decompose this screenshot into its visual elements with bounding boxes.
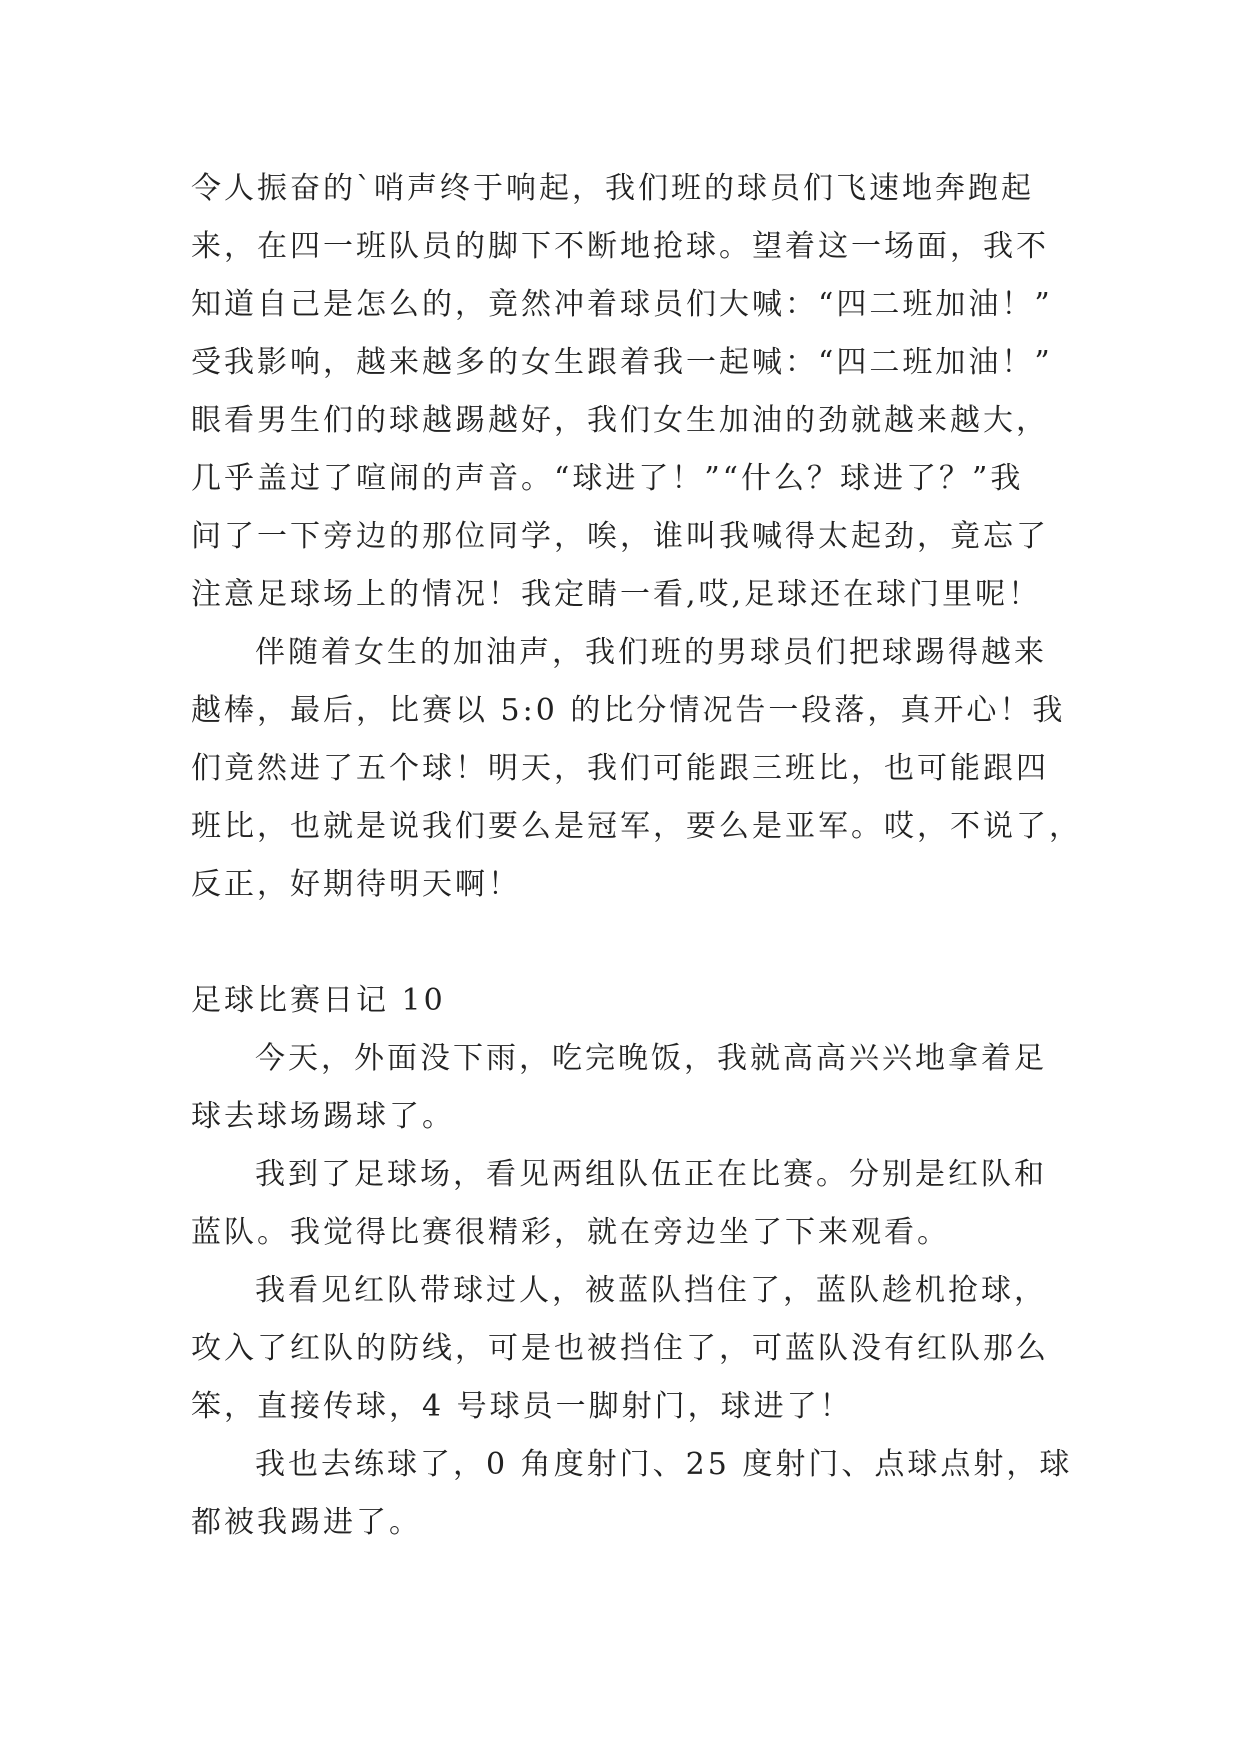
text-line: 问了一下旁边的那位同学，唉，谁叫我喊得太起劲，竟忘了 xyxy=(191,519,1049,554)
paragraph-practice xyxy=(191,1436,1073,1552)
text-line: 眼看男生们的球越踢越好，我们女生加油的劲就越来越大， xyxy=(191,403,1049,438)
text-line: 越棒，最后，比赛以 5:0 的比分情况告一段落，真开心！我 xyxy=(191,693,1066,728)
text-line: 我看见红队带球过人，被蓝队挡住了，蓝队趁机抢球， xyxy=(255,1273,1047,1308)
text-line: 球去球场踢球了。 xyxy=(191,1099,455,1134)
text-line: 笨，直接传球，4 号球员一脚射门，球进了！ xyxy=(191,1389,853,1424)
text-line: 我也去练球了，0 角度射门、25 度射门、点球点射，球 xyxy=(255,1447,1073,1482)
paragraph-intro xyxy=(191,1030,1051,1146)
paragraph-match-cheering xyxy=(191,160,1051,624)
document-body xyxy=(191,160,1082,1552)
text-line: 反正，好期待明天啊！ xyxy=(191,867,521,902)
paragraph-match-result xyxy=(191,624,1082,914)
text-line: 攻入了红队的防线，可是也被挡住了，可蓝队没有红队那么 xyxy=(191,1331,1049,1366)
text-line: 受我影响，越来越多的女生跟着我一起喊：“四二班加油！” xyxy=(191,345,1053,380)
text-line: 令人振奋的`哨声终于响起，我们班的球员们飞速地奔跑起 xyxy=(191,171,1034,206)
text-line: 都被我踢进了。 xyxy=(191,1505,422,1540)
paragraph-teams xyxy=(191,1146,1051,1262)
section-spacer xyxy=(191,914,1051,972)
text-line: 伴随着女生的加油声，我们班的男球员们把球踢得越来 xyxy=(255,635,1047,670)
text-line: 来，在四一班队员的脚下不断地抢球。望着这一场面，我不 xyxy=(191,229,1049,264)
text-line: 知道自己是怎么的，竟然冲着球员们大喊：“四二班加油！” xyxy=(191,287,1053,322)
text-line: 班比，也就是说我们要么是冠军，要么是亚军。哎，不说了， xyxy=(191,809,1082,844)
section-title: 足球比赛日记 10 xyxy=(191,983,446,1018)
text-line: 蓝队。我觉得比赛很精彩，就在旁边坐了下来观看。 xyxy=(191,1215,950,1250)
text-line: 几乎盖过了喧闹的声音。“球进了！”“什么？球进了？”我 xyxy=(191,461,1024,496)
paragraph-goal xyxy=(191,1262,1051,1436)
text-line: 们竟然进了五个球！明天，我们可能跟三班比，也可能跟四 xyxy=(191,751,1049,786)
text-line: 我到了足球场，看见两组队伍正在比赛。分别是红队和 xyxy=(255,1157,1047,1192)
text-line: 今天，外面没下雨，吃完晚饭，我就高高兴兴地拿着足 xyxy=(255,1041,1047,1076)
text-line: 注意足球场上的情况！我定睛一看,哎,足球还在球门里呢！ xyxy=(191,577,1042,612)
